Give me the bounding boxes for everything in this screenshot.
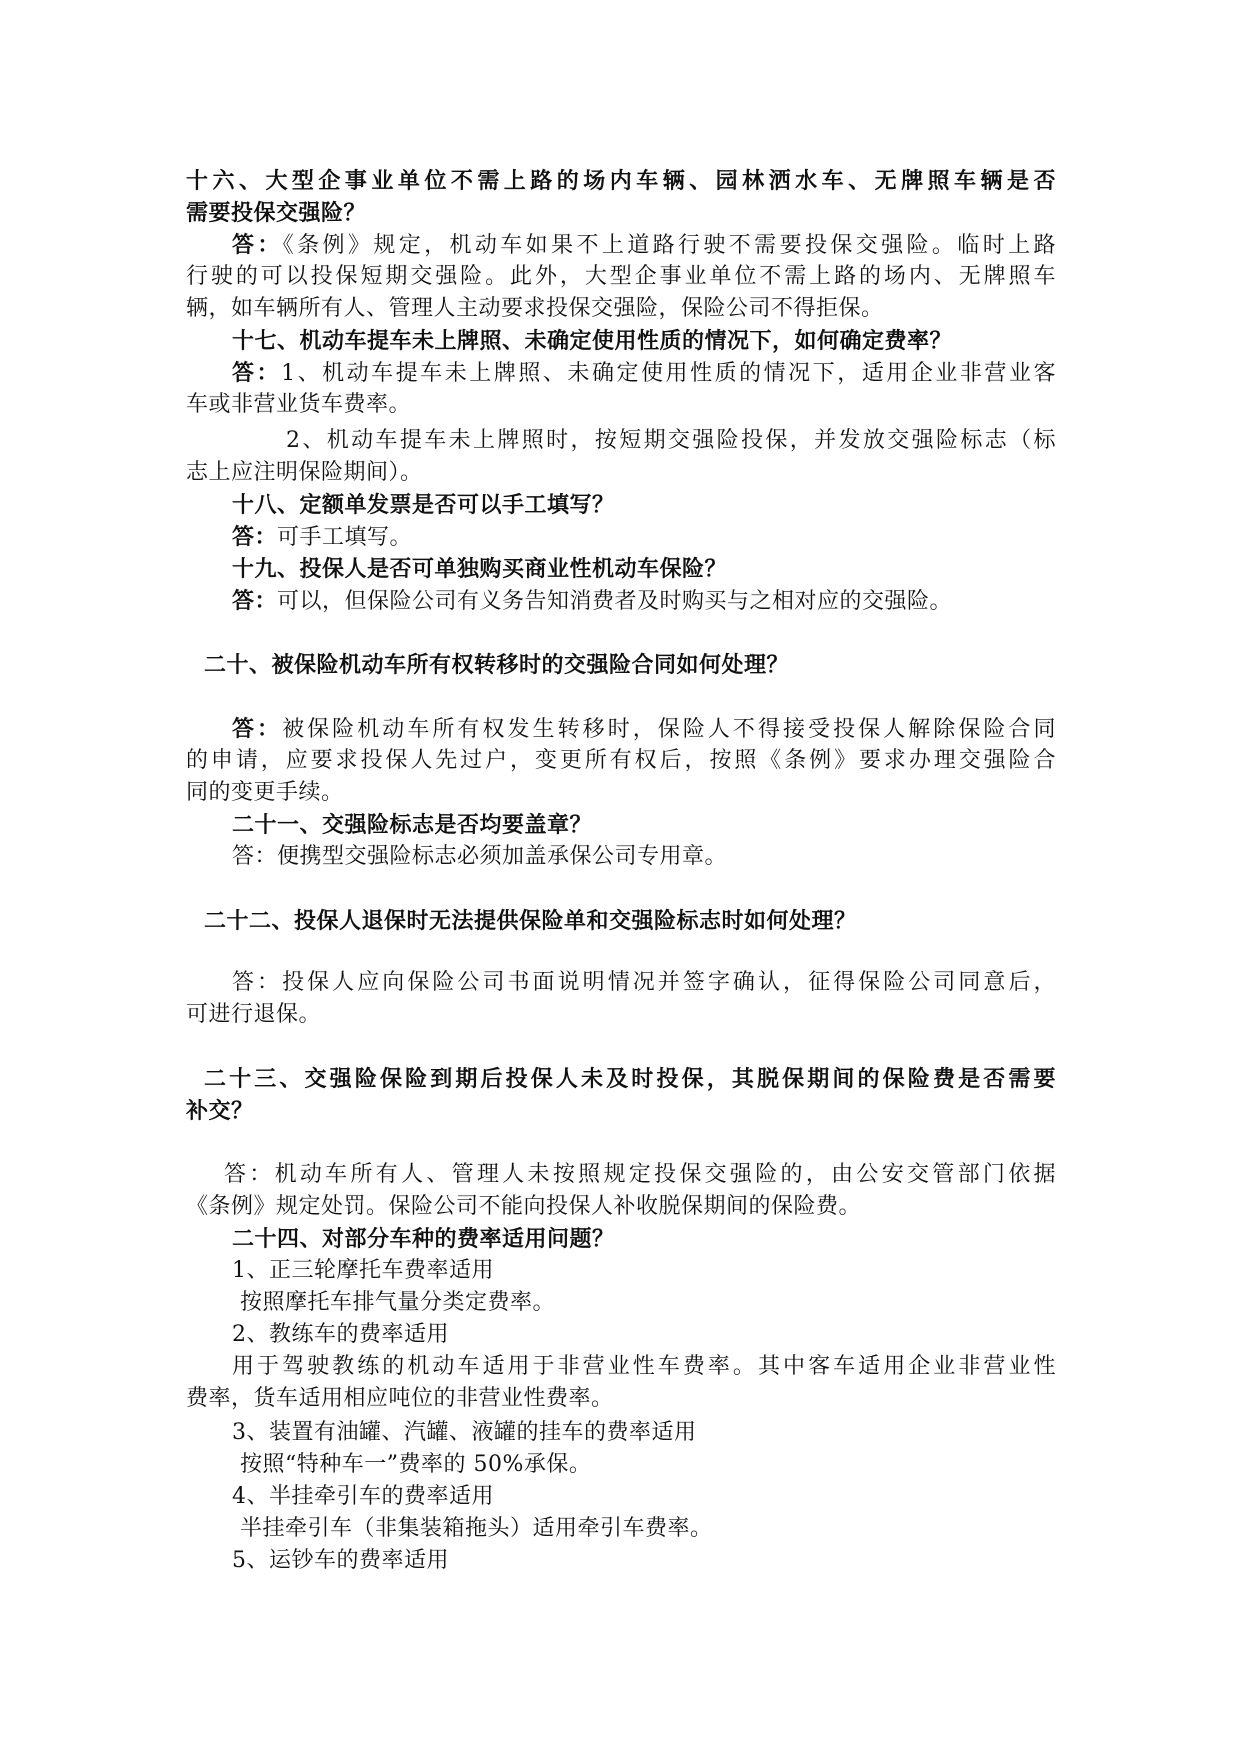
- q24-item: 按照摩托车排气量分类定费率。: [240, 1290, 556, 1315]
- q21-answer: 答：便携型交强险标志必须加盖承保公司专用章。: [232, 844, 728, 869]
- q23-answer-line2: 《条例》规定处罚。保险公司不能向投保人补收脱保期间的保险费。: [186, 1194, 862, 1219]
- q24-item: 用于驾驶教练的机动车适用于非营业性车费率。其中客车适用企业非营业性: [232, 1354, 1056, 1379]
- q24-item: 1、正三轮摩托车费率适用: [232, 1258, 494, 1283]
- q19-title: 十九、投保人是否可单独购买商业性机动车保险？: [232, 556, 728, 582]
- q18-answer: [232, 522, 412, 553]
- q20-answer-line1: [186, 714, 1056, 745]
- q23-title-line1: 二十三、交强险保险到期后投保人未及时投保，其脱保期间的保险费是否需要: [204, 1066, 1056, 1092]
- q16-title-line2: 需要投保交强险？: [186, 200, 367, 226]
- q16-answer-line3: 辆，如车辆所有人、管理人主动要求投保交强险，保险公司不得拒保。: [186, 296, 884, 321]
- answer-text: 可手工填写。: [277, 525, 413, 550]
- answer-text: 被保险机动车所有权发生转移时，保险人不得接受投保人解除保险合同: [282, 717, 1056, 742]
- q21-title: 二十一、交强险标志是否均要盖章？: [232, 812, 593, 838]
- q24-item: 按照“特种车一”费率的 50%承保。: [240, 1452, 592, 1477]
- answer-text: 1、机动车提车未上牌照、未确定使用性质的情况下，适用企业非营业客: [281, 361, 1056, 386]
- q16-answer-line2: 行驶的可以投保短期交强险。此外，大型企事业单位不需上路的场内、无牌照车: [186, 264, 1056, 289]
- q23-title-line2: 补交？: [186, 1098, 254, 1124]
- q23-answer-line1: 答：机动车所有人、管理人未按照规定投保交强险的，由公安交管部门依据: [224, 1162, 1056, 1187]
- q17-answer-line1: [186, 358, 1056, 389]
- q16-answer-line1: [186, 230, 1056, 261]
- answer-text: 《条例》规定，机动车如果不上道路行驶不需要投保交强险。临时上路: [282, 233, 1056, 258]
- q17-title: 十七、机动车提车未上牌照、未确定使用性质的情况下，如何确定费率？: [232, 328, 953, 354]
- q24-item: 2、教练车的费率适用: [232, 1322, 449, 1347]
- q18-title: 十八、定额单发票是否可以手工填写？: [232, 492, 615, 518]
- answer-text: 可以，但保险公司有义务告知消费者及时购买与之相对应的交强险。: [277, 589, 953, 614]
- q17-answer-line4: 志上应注明保险期间）。: [186, 460, 423, 485]
- q17-answer-line2: 车或非营业货车费率。: [186, 392, 412, 417]
- answer-label: 答：: [232, 232, 283, 258]
- q20-title: 二十、被保险机动车所有权转移时的交强险合同如何处理？: [204, 652, 790, 678]
- q24-item: 3、装置有油罐、汽罐、液罐的挂车的费率适用: [232, 1420, 697, 1445]
- q24-item: 半挂牵引车（非集装箱拖头）适用牵引车费率。: [240, 1516, 713, 1541]
- q20-answer-line3: 同的变更手续。: [186, 780, 344, 805]
- q17-answer-line3: 2、机动车提车未上牌照时，按短期交强险投保，并发放交强险标志（标: [286, 428, 1056, 453]
- q20-answer-line2: 的申请，应要求投保人先过户，变更所有权后，按照《条例》要求办理交强险合: [186, 748, 1056, 773]
- answer-label: 答：: [232, 360, 282, 386]
- answer-label: 答：: [232, 524, 278, 550]
- q16-title-line1: 十六、大型企事业单位不需上路的场内车辆、园林洒水车、无牌照车辆是否: [186, 168, 1056, 194]
- answer-label: 答：: [232, 588, 278, 614]
- q24-title: 二十四、对部分车种的费率适用问题？: [232, 1226, 615, 1252]
- q22-answer-line1: 答：投保人应向保险公司书面说明情况并签字确认，征得保险公司同意后，: [232, 970, 1056, 995]
- q24-item: 5、运钞车的费率适用: [232, 1548, 449, 1573]
- q22-answer-line2: 可进行退保。: [186, 1002, 322, 1027]
- q24-item: 4、半挂牵引车的费率适用: [232, 1484, 494, 1509]
- answer-label: 答：: [232, 716, 283, 742]
- q19-answer: [232, 586, 952, 617]
- q22-title: 二十二、投保人退保时无法提供保险单和交强险标志时如何处理？: [204, 908, 857, 934]
- q24-item: 费率，货车适用相应吨位的非营业性费率。: [186, 1386, 614, 1411]
